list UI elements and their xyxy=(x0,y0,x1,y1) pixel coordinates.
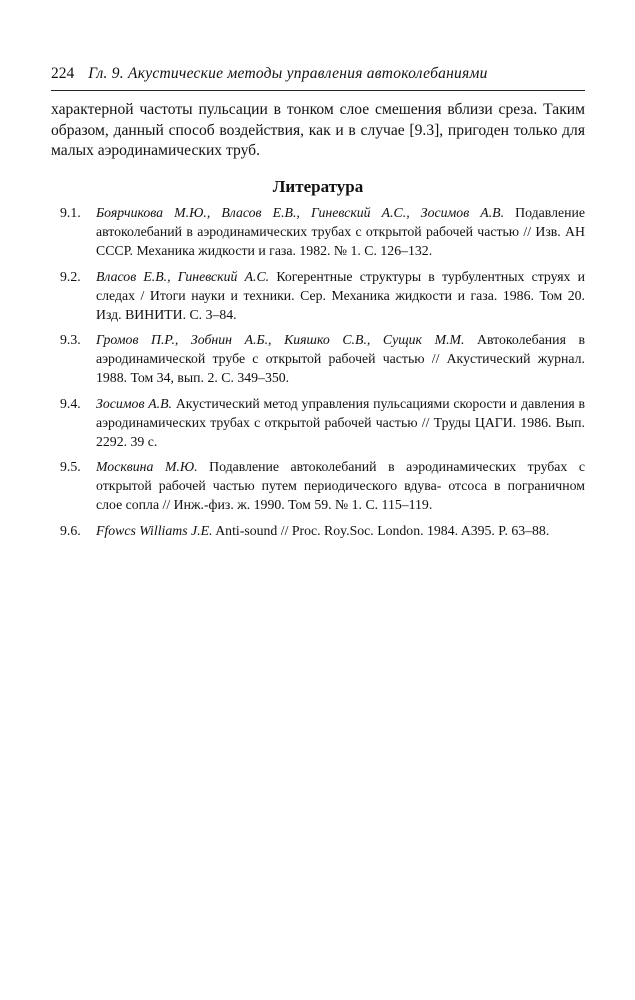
reference-number: 9.1. xyxy=(60,205,81,220)
reference-authors: Москвина М.Ю. xyxy=(96,459,198,474)
reference-text: Акустический метод управления пульсациями скорости и давления в аэродинамических трубах с открытой рабочей частью // Труды ЦАГИ. 1986. Вып. 2292. 39 с. xyxy=(96,395,585,449)
reference-number: 9.6. xyxy=(60,522,81,538)
running-header xyxy=(51,64,585,84)
reference-number: 9.2. xyxy=(60,268,81,284)
reference-item xyxy=(51,521,585,540)
reference-item xyxy=(51,330,585,387)
reference-authors: Боярчикова М.Ю., Власов Е.В., Гиневский А.С., Зосимов А.В. xyxy=(96,205,505,220)
reference-list xyxy=(51,203,585,546)
page-number: 224 xyxy=(51,65,75,82)
reference-number: 9.4. xyxy=(60,395,81,411)
running-title: Гл. 9. Акустические методы управления автоколебаниями xyxy=(88,65,488,82)
reference-item xyxy=(51,394,585,451)
reference-authors: Власов Е.В., Гиневский А.С. xyxy=(96,268,270,284)
reference-number: 9.3. xyxy=(60,332,81,347)
reference-text: Когерентные структуры в турбулентных струях и следах / Итоги науки и техники. Сер. Механика жидкости и газа. 1986. Том 20. Изд. ВИНИТИ. С. 3–84. xyxy=(96,268,586,322)
intro-paragraph: характерной частоты пульсации в тонком слое смешения вблизи среза. Таким образом, данный способ воздействия, как и в случае [9.3], пригоден только для малых аэродинамических труб. xyxy=(51,101,585,159)
reference-text: Автоколебания в аэродинамической трубе с открытой рабочей частью // Акустический журнал. 1988. Том 34, вып. 2. С. 349–350. xyxy=(96,332,585,385)
reference-text: Подавление автоколебаний в аэродинамических трубах с открытой рабочей частью // Изв. АН СССР. Механика жидкости и газа. 1982. № 1. С. 126–132. xyxy=(96,205,585,258)
header-rule xyxy=(51,90,585,91)
reference-text: Подавление автоколебаний в аэродинамических трубах с открытой рабочей частью путем периодического вдува- отсоса в пограничном слое сопла // Инж.-физ. ж. 1990. Том 59. № 1. С. 115–119. xyxy=(96,459,585,512)
reference-authors: Громов П.Р., Зобнин А.Б., Кияшко С.В., Сущик М.М. xyxy=(96,332,465,347)
reference-text: Anti-sound // Proc. Roy.Soc. London. 1984. A395. P. 63–88. xyxy=(215,522,550,538)
reference-number: 9.5. xyxy=(60,459,81,474)
reference-item xyxy=(51,203,585,260)
reference-authors: Зосимов А.В. xyxy=(96,395,172,411)
section-title: Литература xyxy=(272,177,364,196)
reference-item xyxy=(51,267,585,324)
reference-authors: Ffowcs Williams J.E. xyxy=(96,522,213,538)
reference-item xyxy=(51,457,585,514)
